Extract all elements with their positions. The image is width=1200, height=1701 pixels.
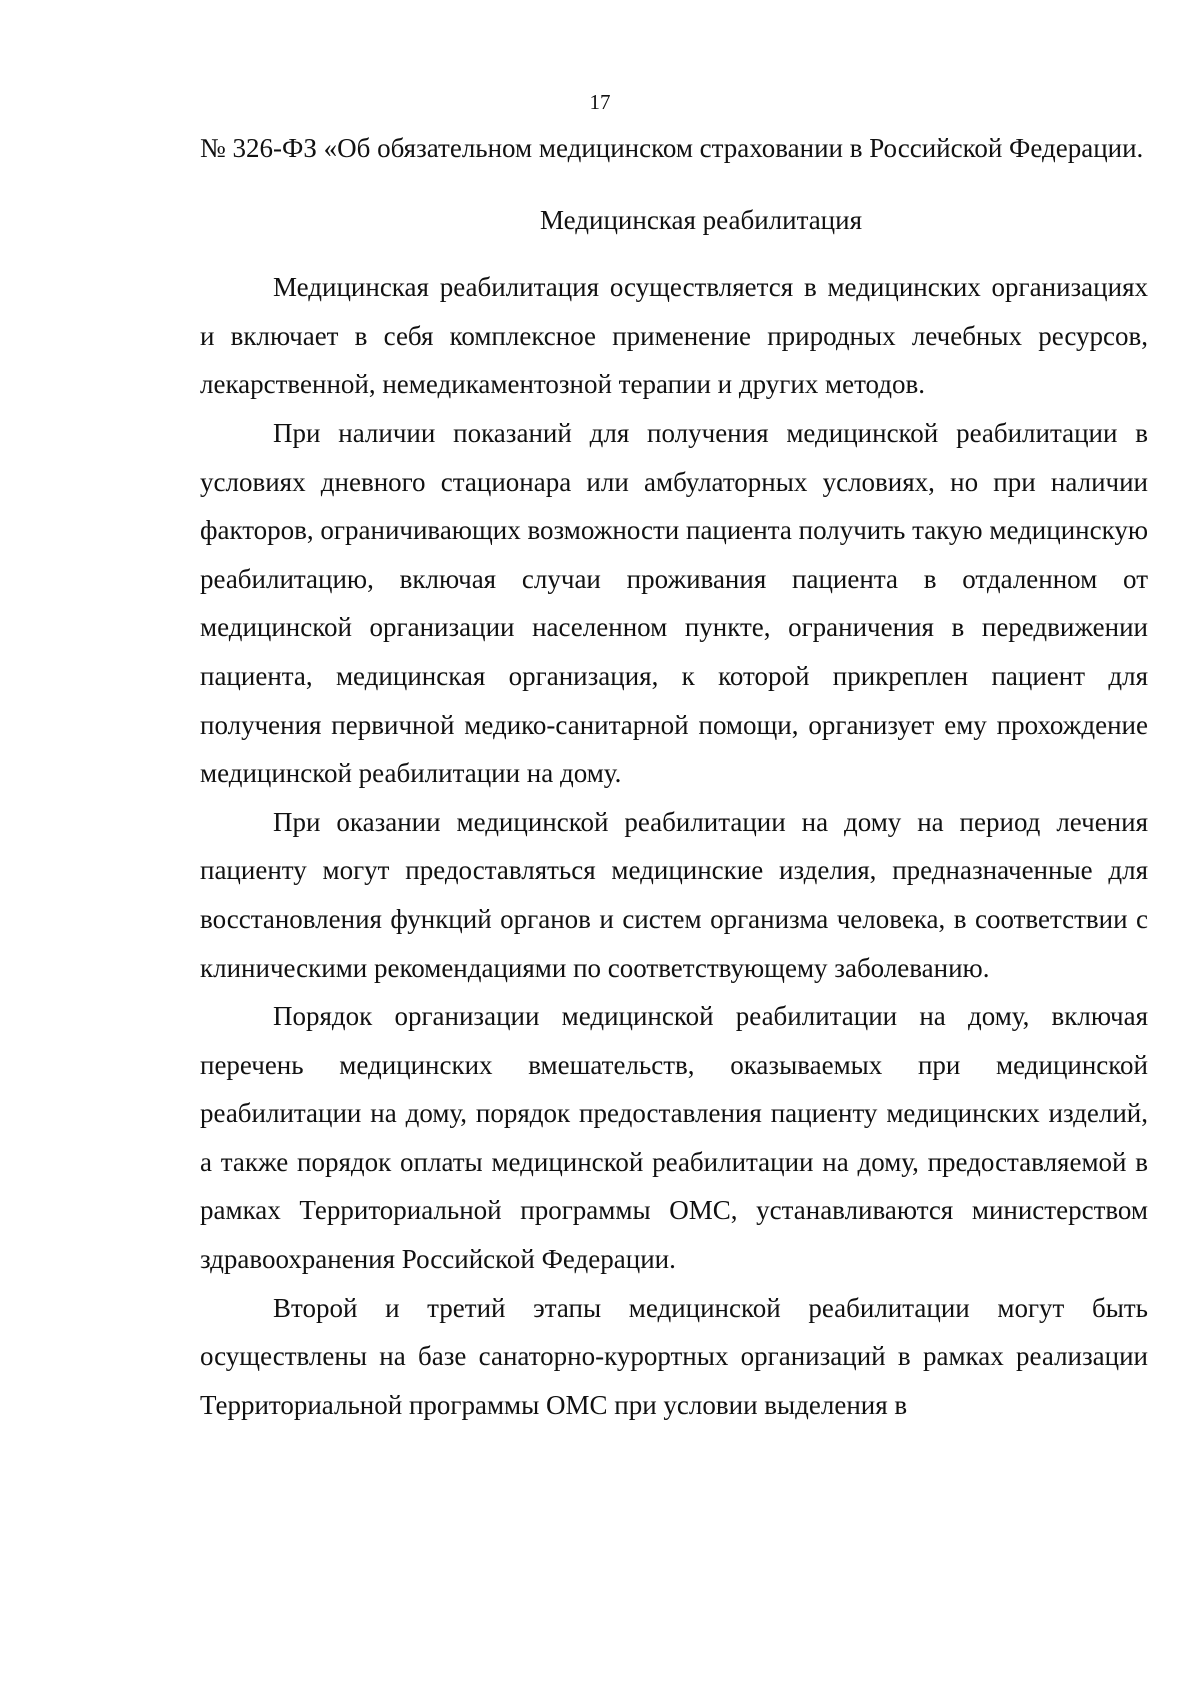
paragraph: При наличии показаний для получения медицинской реабилитации в условиях дневного стационара или амбулаторных условиях, но при наличии факторов, ограничивающих возможности пациента получить такую медицинскую реабилитацию, включая случаи проживания пациента в отдаленном от медицинской организации населенном пункте, ограничения в передвижении пациента, медицинская организация, к которой прикреплен пациент для получения первичной медико-санитарной помощи, организует ему прохождение медицинской реабилитации на дому. <box>200 417 1148 789</box>
section-title: Медицинская реабилитация <box>540 204 862 235</box>
paragraph: Второй и третий этапы медицинской реабилитации могут быть осуществлены на базе санаторно-курортных организаций в рамках реализации Территориальной программы ОМС при условии выделения в <box>200 1292 1148 1420</box>
document-body <box>200 124 1148 1429</box>
paragraph: Порядок организации медицинской реабилитации на дому, включая перечень медицинских вмешательств, оказываемых при медицинской реабилитации на дому, порядок предоставления пациенту медицинских изделий, а также порядок оплаты медицинской реабилитации на дому, предоставляемой в рамках Территориальной программы ОМС, устанавливаются министерством здравоохранения Российской Федерации. <box>200 1001 1148 1275</box>
page-number: 17 <box>589 90 611 114</box>
intro-fragment: № 326-ФЗ «Об обязательном медицинском страховании в Российской Федерации. <box>200 133 1144 163</box>
paragraph: Медицинская реабилитация осуществляется в медицинских организациях и включает в себя комплексное применение природных лечебных ресурсов, лекарственной, немедикаментозной терапии и других методов. <box>200 272 1148 400</box>
paragraph: При оказании медицинской реабилитации на дому на период лечения пациенту могут предоставляться медицинские изделия, предназначенные для восстановления функций органов и систем организма человека, в соответствии с клиническими рекомендациями по соответствующему заболеванию. <box>200 806 1148 983</box>
